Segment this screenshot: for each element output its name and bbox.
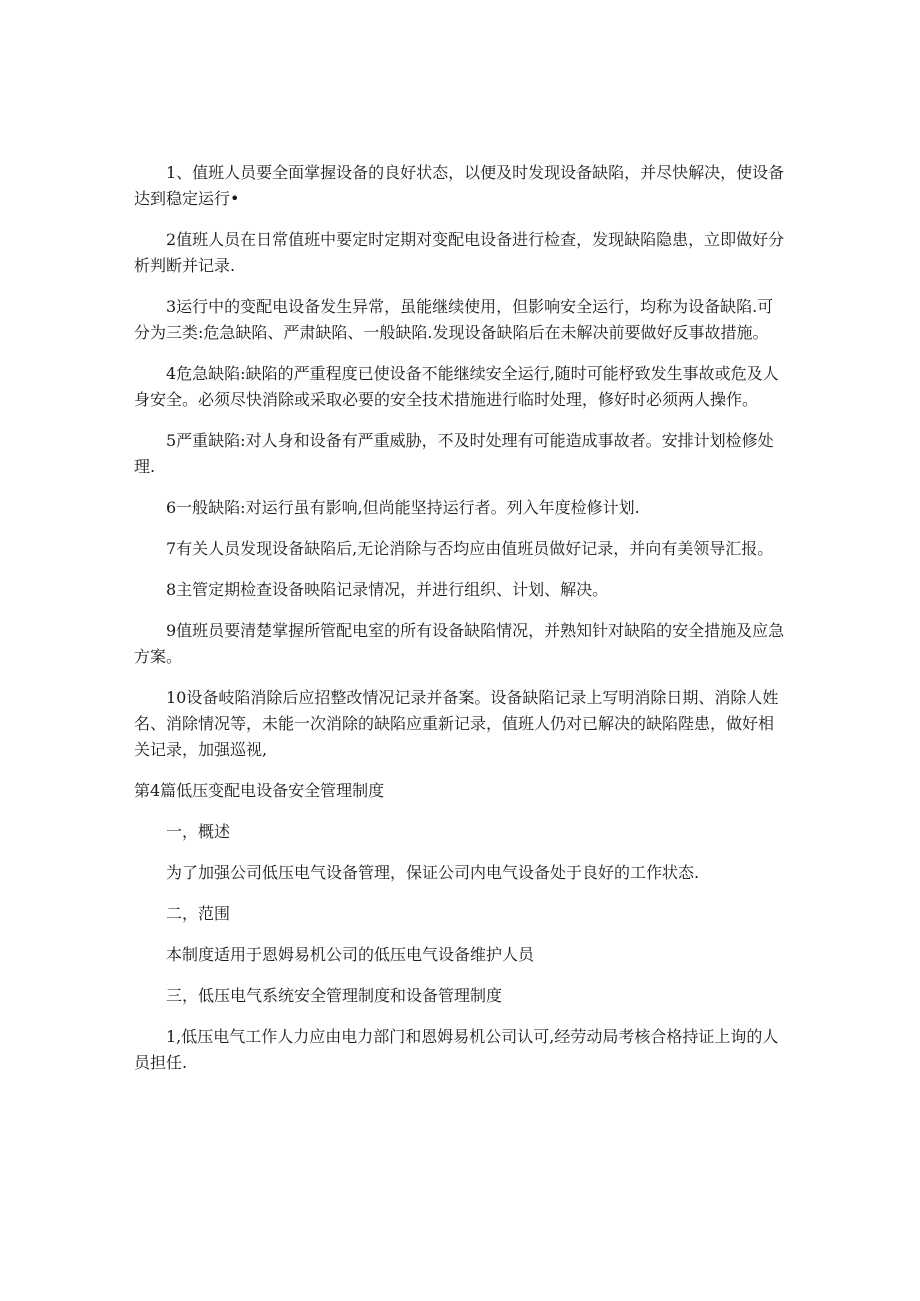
section-heading-rules: 三，低压电气系统安全管理制度和设备管理制度 bbox=[166, 986, 503, 1005]
paragraph-6: 6一般缺陷:对运行虽有影响,但尚能坚持运行者。列入年度检修计划. bbox=[166, 498, 640, 517]
paragraph-7: 7有关人员发现设备缺陷后,无论消除与否均应由值班员做好记录，并向有美领导汇报。 bbox=[166, 539, 774, 558]
paragraph-10: 10设备岐陷消除后应招整改情况记录并备案。设备缺陷记录上写明消除日期、消除人姓名、消除情况等，未能一次消除的缺陷应重新记录，值班人仍对已解决的缺陷陛患，做好相关记录，加强巡视, bbox=[134, 688, 779, 759]
section-heading-scope: 二，范围 bbox=[166, 904, 231, 923]
section-title: 第4篇低压变配电设备安全管理制度 bbox=[134, 781, 385, 800]
paragraph-1: 1、值班人员要全面掌握设备的良好状态，以便及时发现设备缺陷，并尽快解决，使设备达到稳定运行• bbox=[134, 163, 785, 208]
paragraph-2: 2值班人员在日常值班中要定时定期对变配电设备进行检查，发现缺陷隐患，立即做好分析判断并记录. bbox=[134, 230, 785, 275]
paragraph-4: 4危急缺陷:缺陷的严重程度已使设备不能继续安全运行,随时可能杼致发生事故或危及人身安全。必须尽快消除或采取必要的安全技术措施进行临时处理，修好时必须两人操作。 bbox=[134, 364, 779, 409]
paragraph-3: 3运行中的变配电设备发生异常，虽能继续使用，但影响安全运行，均称为设备缺陷.可分为三类:危急缺陷、严肃缺陷、一般缺陷.发现设备缺陷后在未解决前要做好反事故措施。 bbox=[134, 297, 774, 342]
paragraph-8: 8主管定期检查设备映陷记录情况，并进行组织、计划、解决。 bbox=[166, 580, 609, 599]
rules-item-1: 1,低压电气工作人力应由电力部门和恩姆易机公司认可,经劳动局考核合格持证上询的人员担任. bbox=[134, 1027, 779, 1072]
paragraph-5: 5严重缺陷:对人身和设备有严重威胁，不及时处理有可能造成事故者。安排计划检修处理. bbox=[134, 431, 774, 476]
document-page bbox=[134, 160, 786, 1076]
section-heading-overview: 一，概述 bbox=[166, 822, 231, 841]
overview-text: 为了加强公司低压电气设备管理，保证公司内电气设备处于良好的工作状态. bbox=[166, 863, 700, 882]
paragraph-9: 9值班员要清楚掌握所管配电室的所有设备缺陷情况，并熟知针对缺陷的安全措施及应急方案。 bbox=[134, 621, 785, 666]
scope-text: 本制度适用于恩姆易机公司的低压电气设备维护人员 bbox=[166, 945, 535, 964]
